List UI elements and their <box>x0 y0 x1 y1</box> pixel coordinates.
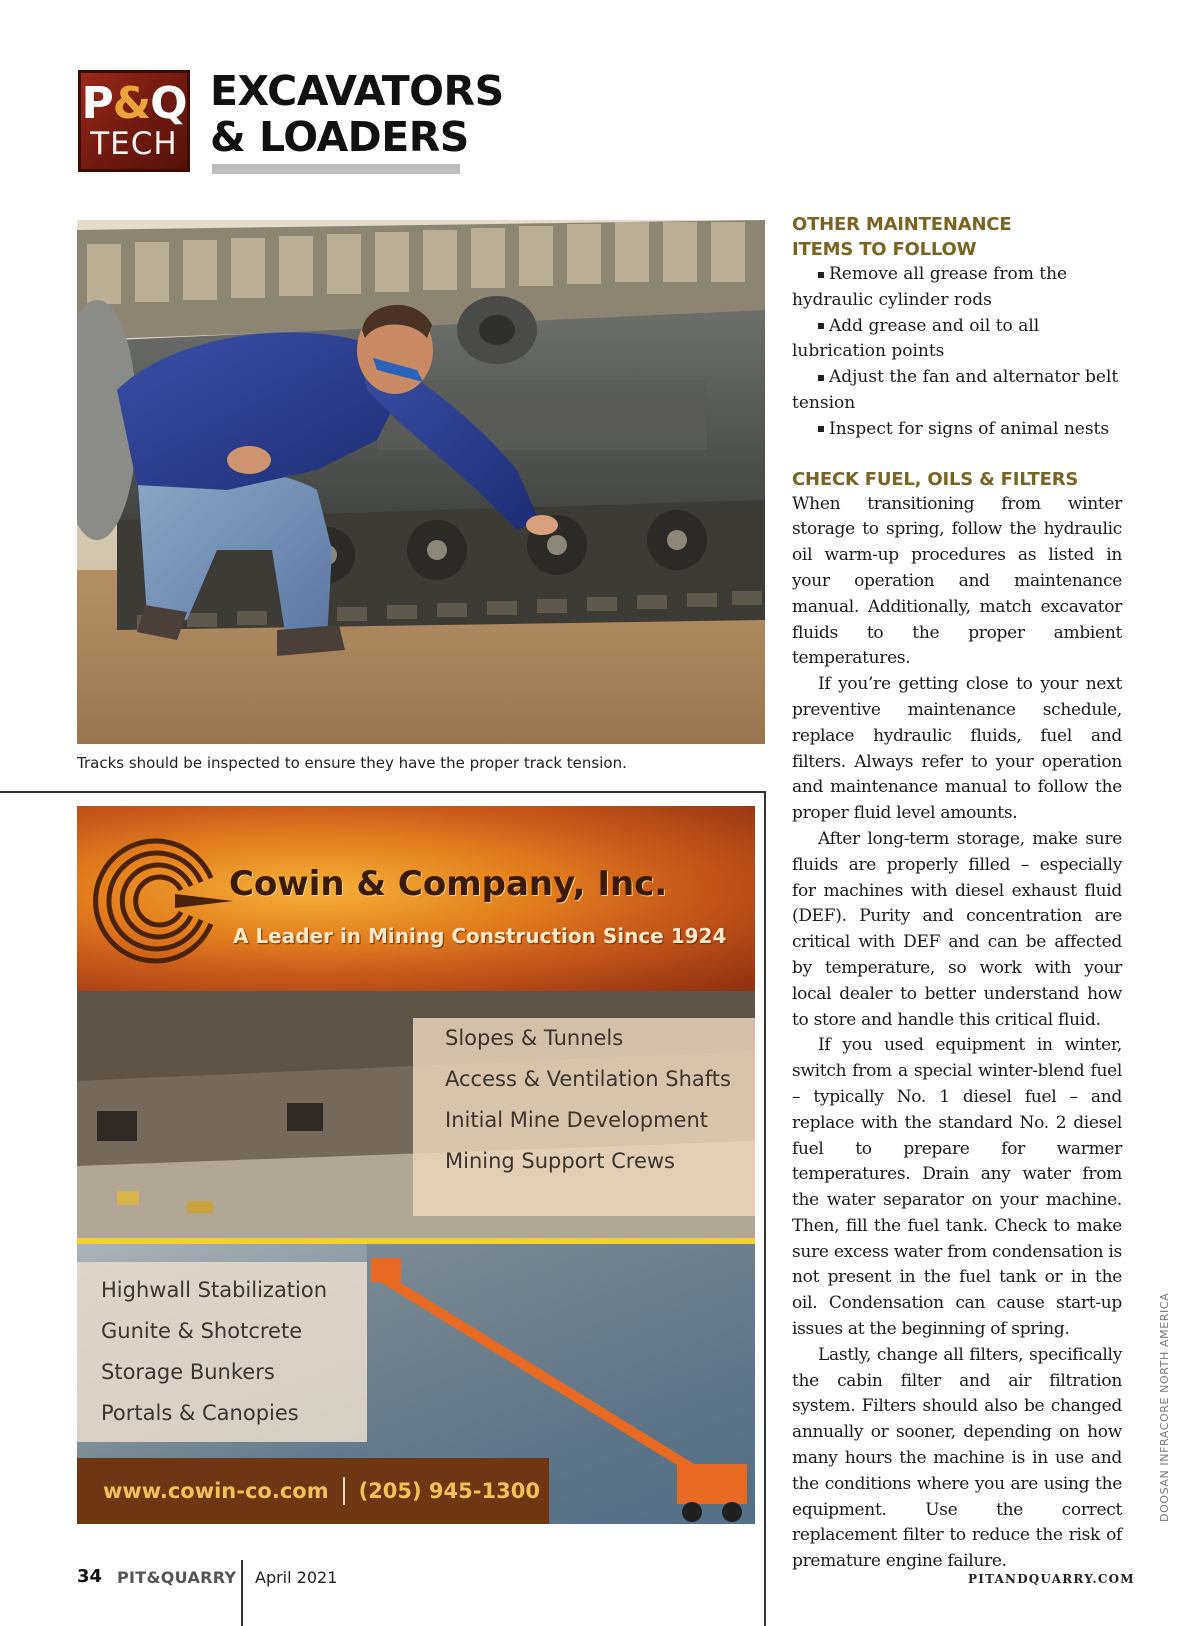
bullet-square-icon <box>818 323 824 329</box>
title-underline <box>212 164 460 174</box>
list-item <box>792 314 1122 366</box>
footer-divider <box>241 1560 243 1626</box>
ad-services-left <box>101 1270 327 1434</box>
ad-service-item: Storage Bunkers <box>101 1360 275 1384</box>
ad-tagline: A Leader in Mining Construction Since 1924 <box>233 924 727 948</box>
list-item <box>792 365 1122 417</box>
ad-service-item: Portals & Canopies <box>101 1401 299 1425</box>
bullet-square-icon <box>818 272 824 278</box>
logo-tech-text: TECH <box>90 126 178 162</box>
article-column <box>792 212 1122 1575</box>
list-item-text: Adjust the fan and alternator belt tension <box>792 367 1119 413</box>
list-item-text: Inspect for signs of animal nests <box>829 418 1110 439</box>
page-number: 34 <box>77 1566 103 1587</box>
paragraph: When transitioning from winter storage to spring, follow the hydraulic oil warm-up procedures as listed in your operation and maintenance manual. Additionally, match excavator fluids to the proper ambient temperatures. <box>792 493 1122 669</box>
list-item-text: Add grease and oil to all lubrication points <box>792 315 1040 362</box>
ad-frame-top-rule <box>0 791 765 793</box>
ad-contact-bar <box>77 1458 549 1524</box>
maintenance-bullet-list <box>792 262 1122 443</box>
ad-service-item: Highwall Stabilization <box>101 1278 328 1302</box>
paragraph: If you’re getting close to your next preventive maintenance schedule, replace hydraulic fluids, fuel and filters. Always refer to your operation and maintenance manual to follow the proper fluid level amounts. <box>792 674 1122 824</box>
ad-service-item: Access & Ventilation Shafts <box>445 1067 731 1091</box>
subhead-line: ITEMS TO FOLLOW <box>792 239 977 260</box>
ad-phone-number[interactable]: (205) 945-1300 <box>358 1479 540 1503</box>
section-title-line1: EXCAVATORS <box>210 67 504 115</box>
ad-services-right <box>445 1018 731 1182</box>
subhead-other-maintenance <box>792 212 1122 262</box>
paragraph: If you used equipment in winter, switch from a special winter-blend fuel – typically No. 1 diesel fuel – and replace with the standard No. 2 diesel fuel to prepare for warmer temperatures. Drain any water from the water separator on your machine. Then, fill the fuel tank. Check to make sure excess water from condensation is not present in the fuel tank or in the oil. Condensation can cause start-up issues at the beginning of spring. <box>792 1035 1122 1340</box>
ad-website-link[interactable]: www.cowin-co.com <box>103 1479 329 1503</box>
article-body <box>792 492 1122 1575</box>
ad-company-name: Cowin & Company, Inc. <box>229 864 668 904</box>
list-item <box>792 417 1122 443</box>
publication-name: PIT&QUARRY <box>117 1568 237 1587</box>
pq-tech-logo <box>78 70 190 172</box>
ad-service-item: Gunite & Shotcrete <box>101 1319 303 1343</box>
photo-illustration <box>77 220 765 744</box>
list-item-text: Remove all grease from the hydraulic cylinder rods <box>792 264 1068 310</box>
bullet-square-icon <box>818 375 824 381</box>
paragraph: Lastly, change all filters, specifically the cabin filter and air filtration system. Filters should also be changed annually or sooner, depending on how many hours the machine is in use and the conditions where you are using the equipment. Use the correct replacement filter to reduce the risk of premature engine failure. <box>792 1344 1122 1572</box>
paragraph: After long-term storage, make sure fluids are properly filled – especially for machines with diesel exhaust fluid (DEF). Purity and concentration are critical with DEF and can be affected by temperature, so work with your local dealer to better understand how to store and handle this critical fluid. <box>792 828 1122 1030</box>
subhead-check-fuel: CHECK FUEL, OILS & FILTERS <box>792 468 1079 490</box>
subhead-line: OTHER MAINTENANCE <box>792 214 1012 235</box>
bullet-square-icon <box>818 426 824 432</box>
photo-caption: Tracks should be inspected to ensure they have the proper track tension. <box>77 754 627 772</box>
section-title <box>210 68 504 160</box>
photo-credit: DOOSAN INFRACORE NORTH AMERICA <box>1158 1292 1171 1522</box>
list-item <box>792 262 1122 314</box>
publication-website[interactable]: PITANDQUARRY.COM <box>968 1572 1135 1586</box>
logo-pq-text: P&Q <box>81 78 187 129</box>
excavator-track-photo <box>77 220 765 744</box>
ad-contact-separator <box>343 1477 345 1505</box>
column-divider-rule <box>764 791 766 1626</box>
cowin-advertisement[interactable] <box>77 806 755 1524</box>
section-title-line2: & LOADERS <box>210 113 469 161</box>
issue-date: April 2021 <box>255 1568 338 1587</box>
ad-service-item: Mining Support Crews <box>445 1149 675 1173</box>
section-gap <box>792 443 1122 467</box>
ad-service-item: Initial Mine Development <box>445 1108 709 1132</box>
ad-service-item: Slopes & Tunnels <box>445 1026 624 1050</box>
cowin-logo-icon <box>83 826 233 976</box>
